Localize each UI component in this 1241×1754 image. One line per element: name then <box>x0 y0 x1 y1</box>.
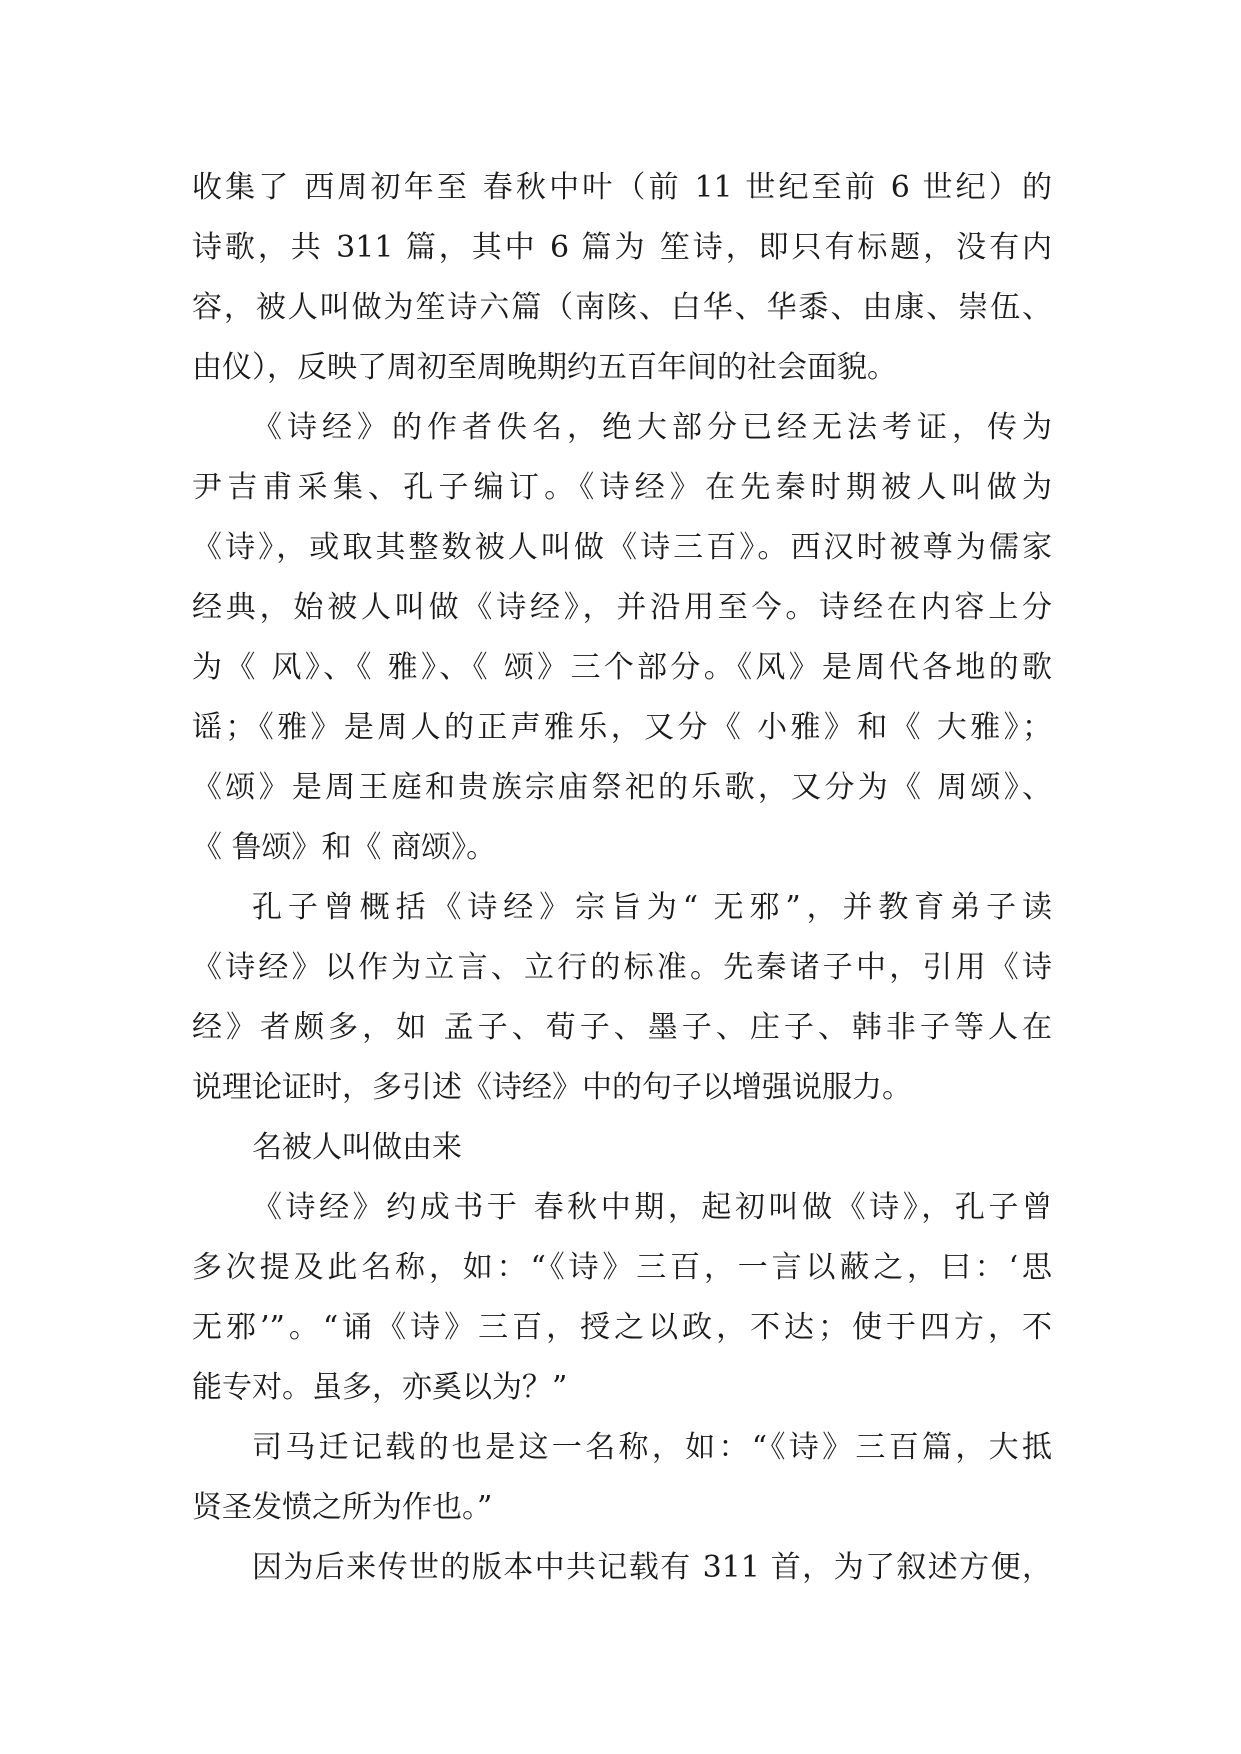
text-line: 尹吉甫采集、孔子编订。《诗经》在先秦时期被人叫做为 <box>192 470 1052 505</box>
text-line: 说理论证时，多引述《诗经》中的句子以增强说服力。 <box>192 1070 912 1105</box>
text-line: 贤圣发愤之所为作也。” <box>192 1490 493 1525</box>
document-page <box>192 158 1052 1598</box>
text-line: 《诗》，或取其整数被人叫做《诗三百》。西汉时被尊为儒家 <box>192 530 1052 565</box>
text-line: 《颂》是周王庭和贵族宗庙祭祀的乐歌，又分为《 周颂》、 <box>192 770 1052 805</box>
text-line: 因为后来传世的版本中共记载有 311 首，为了叙述方便， <box>252 1550 1052 1585</box>
text-line: 为《 风》、《 雅》、《 颂》三个部分。《风》是周代各地的歌 <box>192 650 1052 685</box>
text-line: 名被人叫做由来 <box>252 1130 462 1165</box>
text-line: 能专对。虽多，亦奚以为？” <box>192 1370 568 1405</box>
text-line: 经》者颇多，如 孟子、荀子、墨子、庄子、韩非子等人在 <box>192 1010 1052 1045</box>
text-line: 多次提及此名称，如：“《诗》三百，一言以蔽之，曰：‘思 <box>192 1250 1052 1285</box>
text-line: 容，被人叫做为笙诗六篇（南陔、白华、华黍、由康、崇伍、 <box>192 290 1052 325</box>
text-line: 经典，始被人叫做《诗经》，并沿用至今。诗经在内容上分 <box>192 590 1052 625</box>
text-line: 《诗经》的作者佚名，绝大部分已经无法考证，传为 <box>252 410 1052 445</box>
text-line: 收集了 西周初年至 春秋中叶（前 11 世纪至前 6 世纪）的 <box>192 170 1052 205</box>
text-line: 司马迁记载的也是这一名称，如：“《诗》三百篇，大抵 <box>252 1430 1052 1465</box>
text-line: 诗歌，共 311 篇，其中 6 篇为 笙诗，即只有标题，没有内 <box>192 230 1052 265</box>
text-line: 无邪’”。“诵《诗》三百，授之以政，不达；使于四方，不 <box>192 1310 1052 1345</box>
text-line: 由仪），反映了周初至周晚期约五百年间的社会面貌。 <box>192 350 897 385</box>
text-line: 《 鲁颂》和《 商颂》。 <box>192 830 497 865</box>
text-line: 孔子曾概括《诗经》宗旨为“ 无邪”，并教育弟子读 <box>252 890 1052 925</box>
text-line: 谣；《雅》是周人的正声雅乐，又分《 小雅》和《 大雅》； <box>192 710 1052 745</box>
text-line: 《诗经》约成书于 春秋中期，起初叫做《诗》，孔子曾 <box>252 1190 1052 1225</box>
text-line: 《诗经》以作为立言、立行的标准。先秦诸子中，引用《诗 <box>192 950 1052 985</box>
